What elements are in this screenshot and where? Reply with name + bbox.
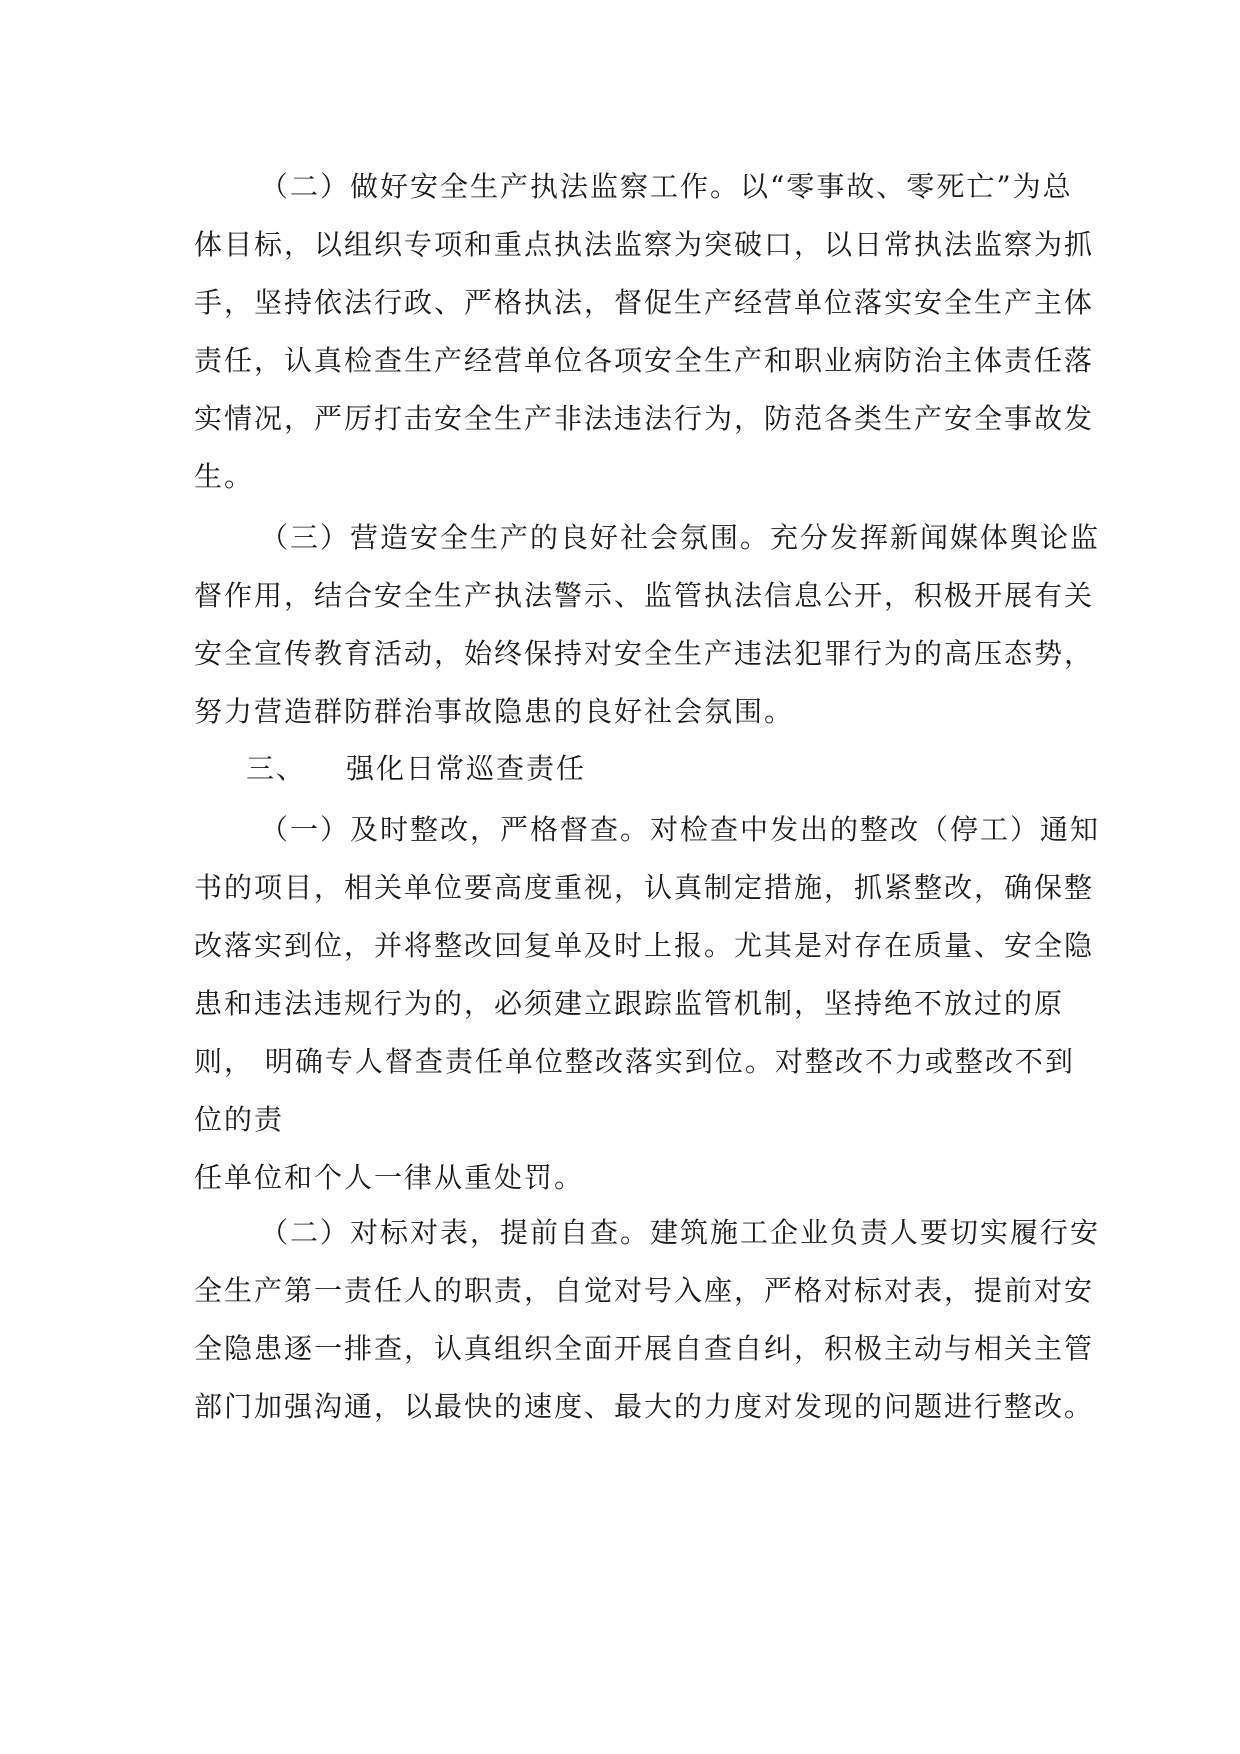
- paragraph-self-inspection: [194, 1204, 1101, 1436]
- text-line: 全隐患逐一排查，认真组织全面开展自查自纠，积极主动与相关主管: [194, 1332, 1095, 1365]
- text-line: 书的项目，相关单位要高度重视，认真制定措施，抓紧整改，确保整: [194, 871, 1095, 904]
- paragraph-atmosphere: [194, 509, 1101, 741]
- text-line: （二）对标对表，提前自查。建筑施工企业负责人要切实履行安: [260, 1216, 1101, 1249]
- text-line: 体目标，以组织专项和重点执法监察为突破口，以日常执法监察为抓: [194, 228, 1095, 261]
- text-line: （一）及时整改，严格督查。对检查中发出的整改（停工）通知: [260, 813, 1101, 846]
- text-line: 改落实到位，并将整改回复单及时上报。尤其是对存在质量、安全隐: [194, 929, 1095, 962]
- text-line: 手，坚持依法行政、严格执法，督促生产经营单位落实安全生产主体: [194, 286, 1095, 319]
- text-line: （二）做好安全生产执法监察工作。以“零事故、零死亡”为总: [260, 170, 1073, 203]
- paragraph-enforcement: [194, 158, 1095, 506]
- text-line: 全生产第一责任人的职责，自觉对号入座，严格对标对表，提前对安: [194, 1274, 1095, 1307]
- text-line: 位的责: [194, 1103, 285, 1136]
- text-line: 则， 明确专人督查责任单位整改落实到位。对整改不力或整改不到: [194, 1045, 1075, 1078]
- paragraph-rectification: [194, 801, 1101, 1207]
- text-line: 督作用，结合安全生产执法警示、监管执法信息公开，积极开展有关: [194, 579, 1095, 612]
- section-heading-number: 三、: [246, 752, 307, 785]
- text-line: 安全宣传教育活动，始终保持对安全生产违法犯罪行为的高压态势，: [194, 637, 1095, 670]
- text-line: 努力营造群防群治事故隐患的良好社会氛围。: [194, 695, 795, 728]
- section-heading-title: 强化日常巡查责任: [346, 752, 587, 785]
- section-heading: [194, 740, 1056, 798]
- text-line: 患和违法违规行为的，必须建立跟踪监管机制，坚持绝不放过的原: [194, 987, 1065, 1020]
- text-line: 任单位和个人一律从重处罚。: [194, 1161, 585, 1194]
- text-line: 实情况，严厉打击安全生产非法违法行为，防范各类生产安全事故发: [194, 402, 1095, 435]
- text-line: 生。: [194, 460, 255, 493]
- text-line: （三）营造安全生产的良好社会氛围。充分发挥新闻媒体舆论监: [260, 521, 1101, 554]
- text-line: 部门加强沟通，以最快的速度、最大的力度对发现的问题进行整改。: [194, 1390, 1095, 1423]
- text-line: 责任，认真检查生产经营单位各项安全生产和职业病防治主体责任落: [194, 344, 1095, 377]
